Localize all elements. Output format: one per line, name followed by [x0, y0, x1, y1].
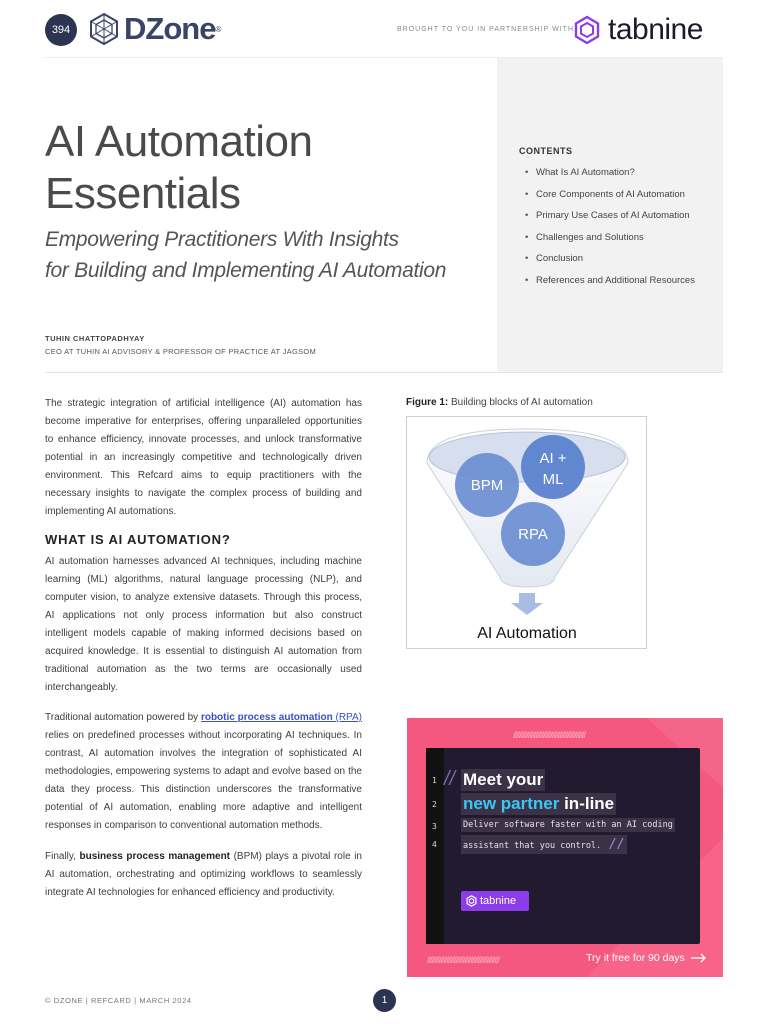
- rpa-paragraph-rest: relies on predefined processes without incorporating AI techniques. In contrast, AI automation involves the integration of sophisticated AI methodologies, empowering systems to adapt and evolve based on the data they process. This distinction underscores the transformative potential of AI automation, enabling more adaptive and intelligent responses in comparison to conventional automation methods.: [45, 730, 362, 831]
- title-line-2: Essentials: [45, 169, 241, 218]
- ad-copy-line-1: Deliver software faster with an AI coding: [463, 820, 673, 830]
- tabnine-button[interactable]: [461, 891, 529, 911]
- ad-hatch-bottom: ////////////////////////////////////////////////: [427, 955, 500, 965]
- issue-number: 394: [51, 24, 71, 36]
- tabnine-wordmark: tabnine: [608, 13, 703, 46]
- tabnine-mark-icon: [466, 895, 477, 907]
- contents-item[interactable]: • Core Components of AI Automation: [525, 188, 695, 210]
- author-role: CEO AT TUHIN AI ADVISORY & PROFESSOR OF PRACTICE AT JAGSOM: [45, 347, 317, 356]
- down-arrow-icon: [511, 593, 543, 615]
- ad-code-panel: [426, 748, 700, 944]
- funnel-diagram: [407, 417, 648, 650]
- ad-headline-1: Meet your: [463, 770, 544, 789]
- figure-diagram: [406, 416, 647, 649]
- contents-item[interactable]: • References and Additional Resources: [525, 274, 695, 296]
- ad-cta-label: Try it free for 90 days: [586, 952, 685, 964]
- dzone-logo[interactable]: [88, 12, 221, 46]
- title-line-1: AI Automation: [45, 117, 313, 166]
- tabnine-button-label: tabnine: [480, 895, 517, 907]
- page-title: [45, 116, 485, 220]
- ad-headline-2: [461, 793, 616, 815]
- ad-copy-text: assistant that you control.: [463, 841, 602, 851]
- aiml-label-top: AI +: [539, 450, 567, 467]
- arrow-right-icon: [691, 953, 707, 963]
- output-label: AI Automation: [477, 625, 577, 642]
- contents-panel: [497, 58, 723, 372]
- ad-headline-rest: in-line: [559, 794, 615, 813]
- ad-copy-line-2: [461, 835, 627, 854]
- section-divider: [45, 372, 723, 373]
- line-number: 1: [432, 776, 437, 785]
- contents-item[interactable]: • Primary Use Cases of AI Automation: [525, 209, 695, 231]
- rpa-paragraph: [45, 709, 362, 835]
- line-number: 3: [432, 822, 437, 831]
- section-heading: WHAT IS AI AUTOMATION?: [45, 532, 231, 547]
- page-number: [373, 989, 396, 1012]
- contents-item[interactable]: • What Is AI Automation?: [525, 166, 695, 188]
- ad-cta-link[interactable]: [586, 952, 707, 964]
- partner-text: BROUGHT TO YOU IN PARTNERSHIP WITH: [397, 26, 575, 33]
- intro-paragraph: The strategic integration of artificial intelligence (AI) automation has become imperative for enterprises, offering unparalleled opportunities to enhance efficiency, innovate processes, and unlock transformative potential in an increasingly competitive and technologically driven environment. This Refcard aims to equip practitioners with the necessary insights to navigate the complex process of building and implementing AI automations.: [45, 398, 362, 517]
- figure-caption: [406, 397, 593, 408]
- rpa-paragraph-lead: Traditional automation powered by: [45, 712, 201, 723]
- bpm-term: business process management: [79, 851, 231, 862]
- definition-paragraph: AI automation harnesses advanced AI techniques, including machine learning (ML) algorithms, natural language processing (NLP), and computer vision, to analyze extensive datasets. Through this process, AI applications not only process information but also construct intelligent models capable of making informed decisions based on acquired knowledge. It is essential to distinguish AI automation from traditional automation as the two terms are occasionally used interchangeably.: [45, 556, 362, 693]
- issue-badge: [45, 14, 77, 46]
- subtitle-line-1: Empowering Practitioners With Insights: [45, 228, 399, 251]
- contents-item[interactable]: • Conclusion: [525, 252, 695, 274]
- figure-label: Figure 1:: [406, 397, 449, 408]
- dzone-mark-icon: [88, 12, 120, 46]
- page-number-value: 1: [381, 995, 388, 1006]
- contents-heading: CONTENTS: [519, 146, 573, 156]
- aiml-circle: [521, 435, 585, 499]
- bpm-paragraph-lead: Finally,: [45, 851, 80, 862]
- rpa-abbr-link[interactable]: (RPA): [332, 712, 362, 723]
- ad-hatch-top: ////////////////////////////////////////////////: [513, 730, 586, 740]
- comment-mark: //: [444, 768, 456, 790]
- author-name: TUHIN CHATTOPADHYAY: [45, 334, 145, 343]
- tabnine-ad[interactable]: [407, 718, 723, 977]
- rpa-link[interactable]: robotic process automation: [200, 712, 333, 723]
- bpm-paragraph-rest: (BPM) plays a pivotal role in AI automation, orchestrating and optimizing workflows to seamlessly integrate AI technologies for enhanced efficiency and productivity.: [45, 851, 362, 898]
- tabnine-logo[interactable]: [574, 14, 703, 46]
- dzone-wordmark: DZone: [124, 11, 216, 46]
- aiml-label-bottom: ML: [542, 471, 564, 488]
- line-number: 2: [432, 800, 437, 809]
- bpm-label: BPM: [470, 477, 504, 494]
- ad-copy-mark: //: [601, 837, 625, 852]
- registered-mark: ®: [215, 24, 222, 34]
- line-number: 4: [432, 840, 437, 849]
- subtitle-line-2: for Building and Implementing AI Automation: [45, 259, 447, 282]
- ad-gutter: [426, 748, 444, 944]
- figure-caption-text: Building blocks of AI automation: [448, 397, 593, 408]
- contents-item[interactable]: • Challenges and Solutions: [525, 231, 695, 253]
- footer-text: © DZONE | REFCARD | MARCH 2024: [45, 996, 192, 1005]
- page-subtitle: [45, 224, 485, 286]
- contents-list: [525, 166, 695, 295]
- bpm-paragraph: [45, 848, 362, 902]
- tabnine-mark-icon: [574, 15, 600, 45]
- rpa-label: RPA: [518, 526, 548, 543]
- ad-headline-highlight: new partner: [463, 794, 560, 813]
